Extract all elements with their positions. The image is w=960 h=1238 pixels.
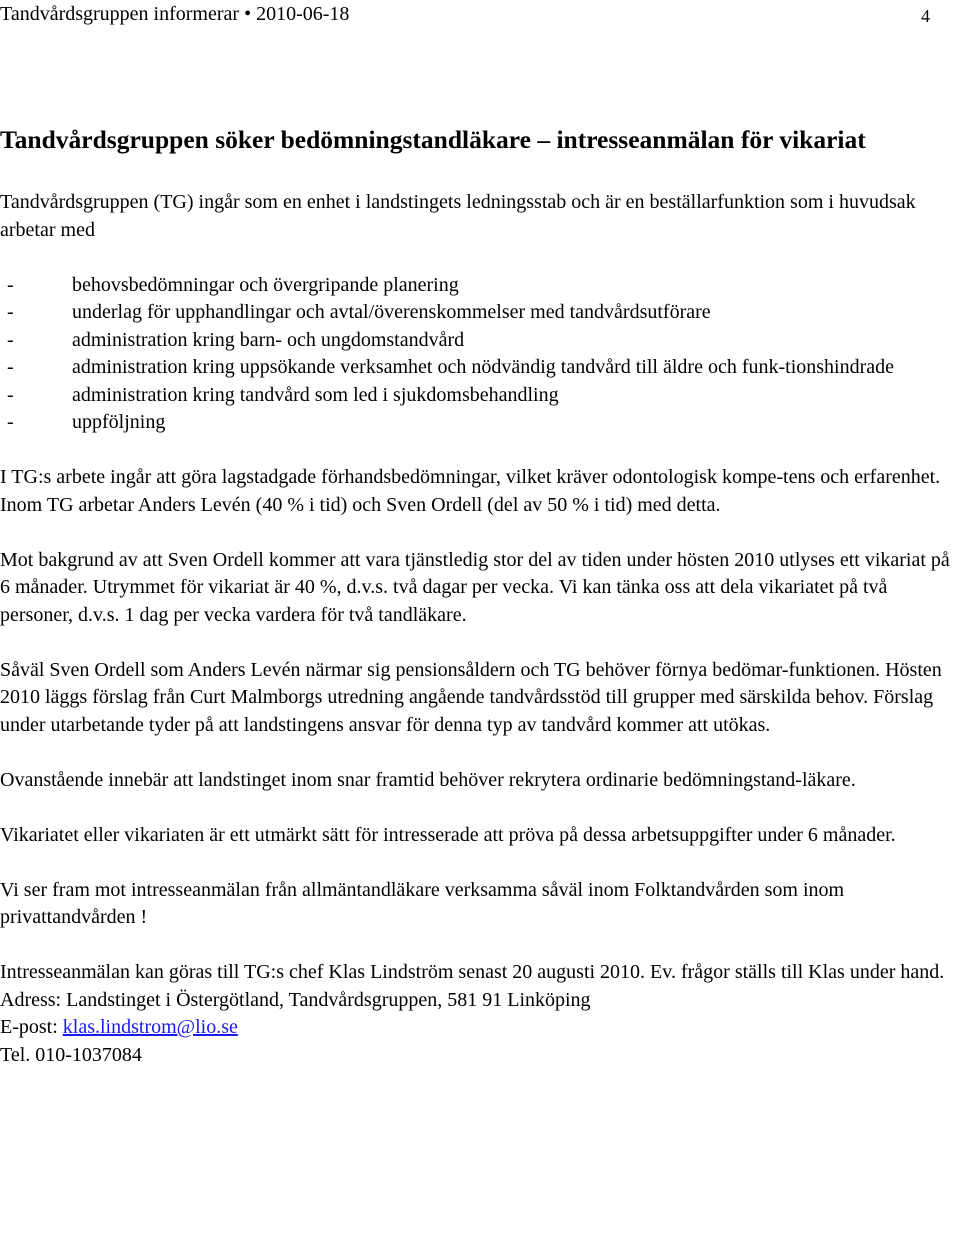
list-dash: - [7,383,14,406]
body-paragraph: Mot bakgrund av att Sven Ordell kommer att vara tjänstledig stor del av tiden under hösten 2010 utlyses ett vikariat på 6 månader. Utrymmet för vikariat är 40 %, d.v.s. två dagar per vecka. Vi kan tänka oss att dela vikariatet på två personer, d.v.s. 1 dag per vecka vardera för två tandläkare. [0,548,950,626]
list-dash: - [7,273,14,296]
contact-address: Adress: Landstinget i Östergötland, Tandvårdsgruppen, 581 91 Linköping [0,988,591,1011]
page-title: Tandvårdsgruppen söker bedömningstandläkare – intresseanmälan för vikariat [0,125,866,154]
page-number: 4 [921,6,930,26]
header-text: Tandvårdsgruppen informerar • 2010-06-18 [0,3,350,25]
list-dash: - [7,411,14,433]
document-body [0,189,960,1069]
body-paragraph: I TG:s arbete ingår att göra lagstadgade förhandsbedömningar, vilket kräver odontologisk kompe-tens och erfarenhet. Inom TG arbetar Anders Levén (40 % i tid) och Sven Ordell (del av 50 % i tid) med detta. [0,466,941,516]
list-item: - uppföljning [0,409,960,437]
list-item: - underlag för upphandlingar och avtal/överenskommelser med tandvårdsutförare [0,299,960,327]
responsibility-list [0,272,960,437]
body-paragraph: Vikariatet eller vikariaten är ett utmärkt sätt för intresserade att pröva på dessa arbetsuppgifter under 6 månader. [0,823,896,846]
list-dash: - [7,328,14,351]
list-dash: - [7,356,14,378]
list-item: - behovsbedömningar och övergripande planering [0,272,960,300]
intro-paragraph: Tandvårdsgruppen (TG) ingår som en enhet i landstingets ledningsstab och är en beställarfunktion som i huvudsak arbetar med [0,191,916,241]
email-link[interactable]: klas.lindstrom@lio.se [62,1016,238,1038]
list-item: - administration kring tandvård som led i sjukdomsbehandling [0,382,960,410]
body-paragraph: Vi ser fram mot intresseanmälan från allmäntandläkare verksamma såväl inom Folktandvården som inom privattandvården ! [0,878,845,928]
list-dash: - [7,301,14,323]
body-paragraph: Såväl Sven Ordell som Anders Levén närmar sig pensionsåldern och TG behöver förnya bedömar-funktionen. Hösten 2010 läggs förslag från Curt Malmborgs utredning angående tandvårdsstöd till grupper med särskilda behov. Förslag under utarbetande tyder på att landstingens ansvar för denna typ av tandvård kommer att utökas. [0,658,942,736]
list-item: - administration kring barn- och ungdomstandvård [0,327,960,355]
body-paragraph: Ovanstående innebär att landstinget inom snar framtid behöver rekrytera ordinarie bedömningstand-läkare. [0,768,856,791]
contact-intro: Intresseanmälan kan göras till TG:s chef Klas Lindström senast 20 augusti 2010. Ev. frågor ställs till Klas under hand. [0,961,945,983]
contact-email-line [0,1014,960,1042]
list-item: - administration kring uppsökande verksamhet och nödvändig tandvård till äldre och funk-tionshindrade [0,354,960,382]
page-header [0,0,930,28]
email-label: E-post: [0,1016,63,1038]
contact-phone: Tel. 010-1037084 [0,1043,142,1066]
